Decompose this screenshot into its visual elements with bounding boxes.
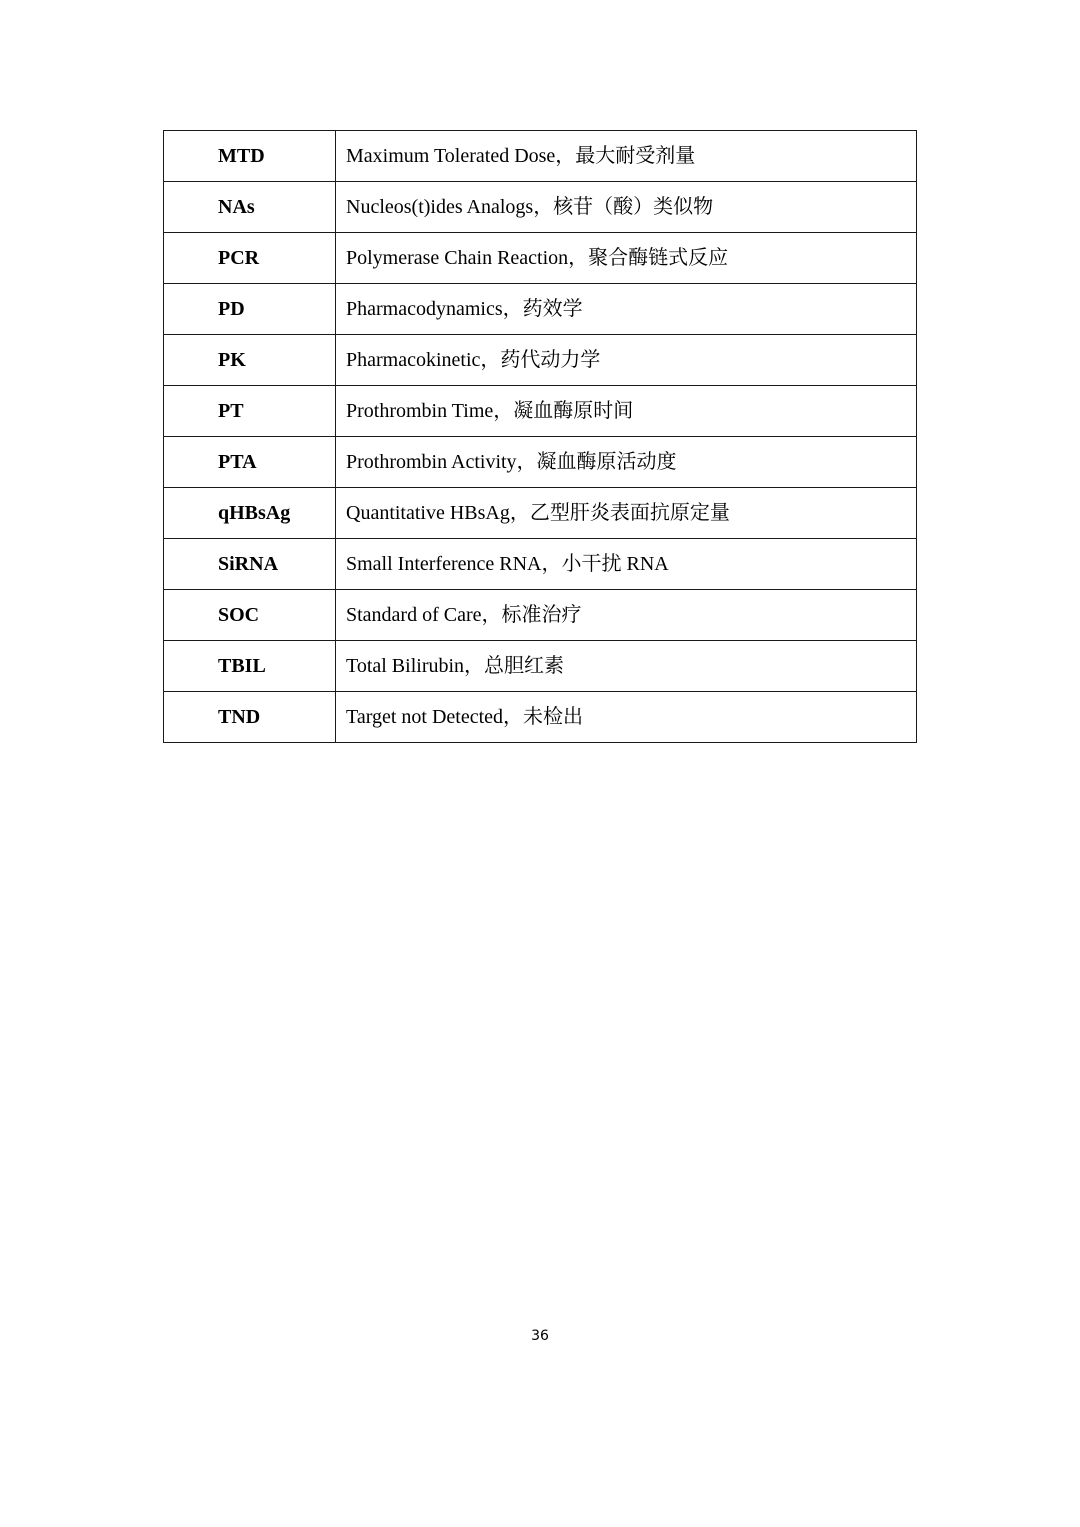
table-row [164,488,917,539]
table-row [164,182,917,233]
table-row [164,641,917,692]
definition-cell: Prothrombin Activity，凝血酶原活动度 [336,437,917,488]
abbreviation-cell: PK [164,335,336,386]
definition-cell: Maximum Tolerated Dose，最大耐受剂量 [336,131,917,182]
abbreviation-cell: TND [164,692,336,743]
abbreviation-cell: SOC [164,590,336,641]
abbreviation-cell: PTA [164,437,336,488]
abbreviation-cell: PT [164,386,336,437]
page-number: 36 [531,1328,549,1344]
table-row [164,539,917,590]
abbreviation-cell: PCR [164,233,336,284]
abbreviation-cell: PD [164,284,336,335]
definition-cell: Quantitative HBsAg，乙型肝炎表面抗原定量 [336,488,917,539]
table-row [164,233,917,284]
definition-cell: Pharmacokinetic，药代动力学 [336,335,917,386]
table-row [164,692,917,743]
table-row [164,386,917,437]
abbreviation-cell: SiRNA [164,539,336,590]
abbreviation-cell: MTD [164,131,336,182]
definition-cell: Small Interference RNA，小干扰 RNA [336,539,917,590]
table-row [164,131,917,182]
abbreviation-table [163,130,917,743]
definition-cell: Nucleos(t)ides Analogs，核苷（酸）类似物 [336,182,917,233]
abbreviation-cell: qHBsAg [164,488,336,539]
definition-cell: Pharmacodynamics，药效学 [336,284,917,335]
table-row [164,590,917,641]
definition-cell: Standard of Care，标准治疗 [336,590,917,641]
definition-cell: Polymerase Chain Reaction，聚合酶链式反应 [336,233,917,284]
abbreviation-cell: NAs [164,182,336,233]
definition-cell: Total Bilirubin，总胆红素 [336,641,917,692]
table-row [164,335,917,386]
table-row [164,284,917,335]
definition-cell: Target not Detected，未检出 [336,692,917,743]
abbreviation-cell: TBIL [164,641,336,692]
table-row [164,437,917,488]
definition-cell: Prothrombin Time，凝血酶原时间 [336,386,917,437]
